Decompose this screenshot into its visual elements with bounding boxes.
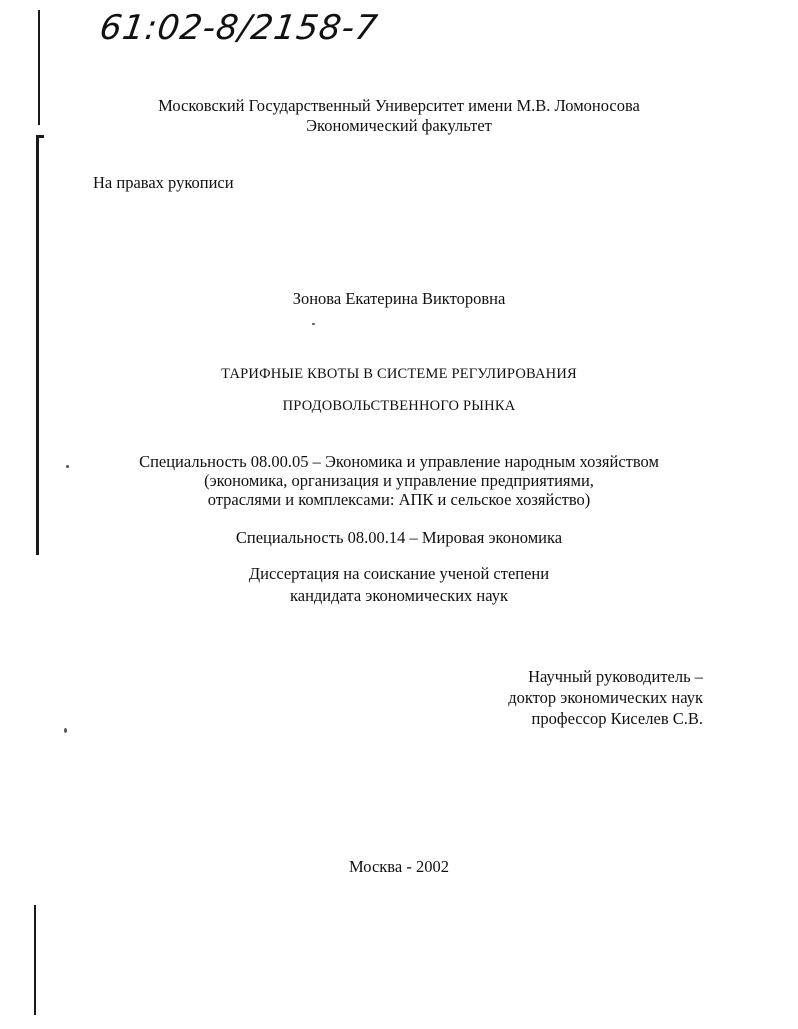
author-name: Зонова Екатерина Викторовна <box>292 289 506 308</box>
manuscript-rights: На правах рукописи <box>93 173 234 192</box>
specialty-1-line1: Специальность 08.00.05 – Экономика и управление народным хозяйством <box>139 452 659 471</box>
degree-line1: Диссертация на соискание ученой степени <box>248 564 550 583</box>
faculty-name: Экономический факультет <box>306 116 492 135</box>
specialty-1-line3: отраслями и комплексами: АПК и сельское хозяйство) <box>207 490 591 509</box>
archive-mark: 61:02-8/2158-7 <box>97 8 381 48</box>
city-year: Москва - 2002 <box>349 857 449 876</box>
scan-edge-line <box>34 905 36 1015</box>
specialty-1-line2: (экономика, организация и управление предприятиями, <box>204 471 594 490</box>
scientific-advisor <box>508 666 703 729</box>
dissertation-title-line1: ТАРИФНЫЕ КВОТЫ В СИСТЕМЕ РЕГУЛИРОВАНИЯ <box>221 366 577 382</box>
advisor-name: профессор Киселев С.В. <box>531 709 703 728</box>
degree-line2: кандидата экономических наук <box>289 586 508 605</box>
advisor-role: Научный руководитель – <box>528 667 703 686</box>
advisor-degree: доктор экономических наук <box>508 688 703 707</box>
specialty-2: Специальность 08.00.14 – Мировая экономика <box>235 528 563 547</box>
dissertation-title-line2: ПРОДОВОЛЬСТВЕННОГО РЫНКА <box>282 398 516 414</box>
university-name: Московский Государственный Университет имени М.В. Ломоносова <box>158 96 640 115</box>
scan-speck <box>64 728 67 733</box>
scan-speck <box>312 323 315 325</box>
